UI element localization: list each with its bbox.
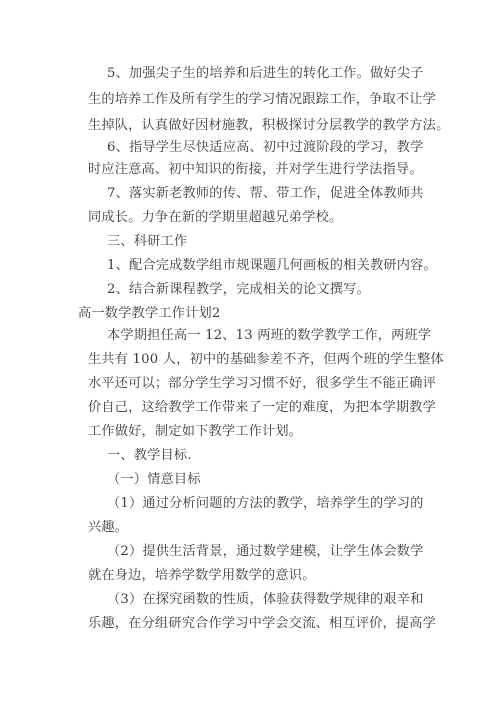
paragraph-line: 7、落实新老教师的传、帮、带工作，促进全体教师共 — [107, 186, 424, 201]
paragraph-line: 1、配合完成数学组市规课题几何画板的相关教研内容。 — [107, 258, 437, 273]
paragraph-line: 水平还可以；部分学生学习习惯不好，很多学生不能正确评 — [88, 376, 437, 391]
paragraph-line: 同成长。力争在新的学期里超越兄弟学校。 — [88, 210, 343, 225]
paragraph-line: （2）提供生活背景，通过数学建模，让学生体会数学 — [107, 544, 424, 559]
paragraph-line: 2、结合新课程教学，完成相关的论文撰写。 — [107, 282, 370, 297]
section-heading: 一、教学目标. — [107, 448, 192, 463]
section-heading: 三、科研工作 — [107, 234, 188, 249]
subsection-heading: （一）情意目标 — [107, 472, 201, 487]
paragraph-line: 本学期担任高一 12、13 两班的数学教学工作，两班学 — [107, 328, 432, 343]
paragraph-line: 工作做好，制定如下教学工作计划。 — [88, 424, 303, 439]
paragraph-line: 6、指导学生尽快适应高、初中过渡阶段的学习，教学 — [107, 140, 424, 155]
document-title: 高一数学教学工作计划2 — [78, 306, 221, 321]
paragraph-line: 兴趣。 — [88, 520, 129, 535]
paragraph-line: 5、加强尖子生的培养和后进生的转化工作。做好尖子 — [107, 66, 424, 81]
paragraph-line: 就在身边，培养学数学用数学的意识。 — [88, 568, 316, 583]
paragraph-line: （3）在探究函数的性质，体验获得数学规律的艰辛和 — [107, 592, 424, 607]
paragraph-line: 价自己，这给教学工作带来了一定的难度，为把本学期教学 — [88, 400, 437, 415]
paragraph-line: 生共有 100 人，初中的基础参差不齐，但两个班的学生整体 — [88, 352, 444, 367]
paragraph-line: 时应注意高、初中知识的衔接，并对学生进行学法指导。 — [88, 162, 423, 177]
paragraph-line: 乐趣，在分组研究合作学习中学会交流、相互评价，提高学 — [88, 616, 437, 631]
paragraph-line: 生掉队，认真做好因材施教，积极探讨分层教学的教学方法。 — [88, 118, 450, 133]
paragraph-line: （1）通过分析问题的方法的教学，培养学生的学习的 — [107, 496, 424, 511]
paragraph-line: 生的培养工作及所有学生的学习情况跟踪工作，争取不让学 — [88, 92, 437, 107]
